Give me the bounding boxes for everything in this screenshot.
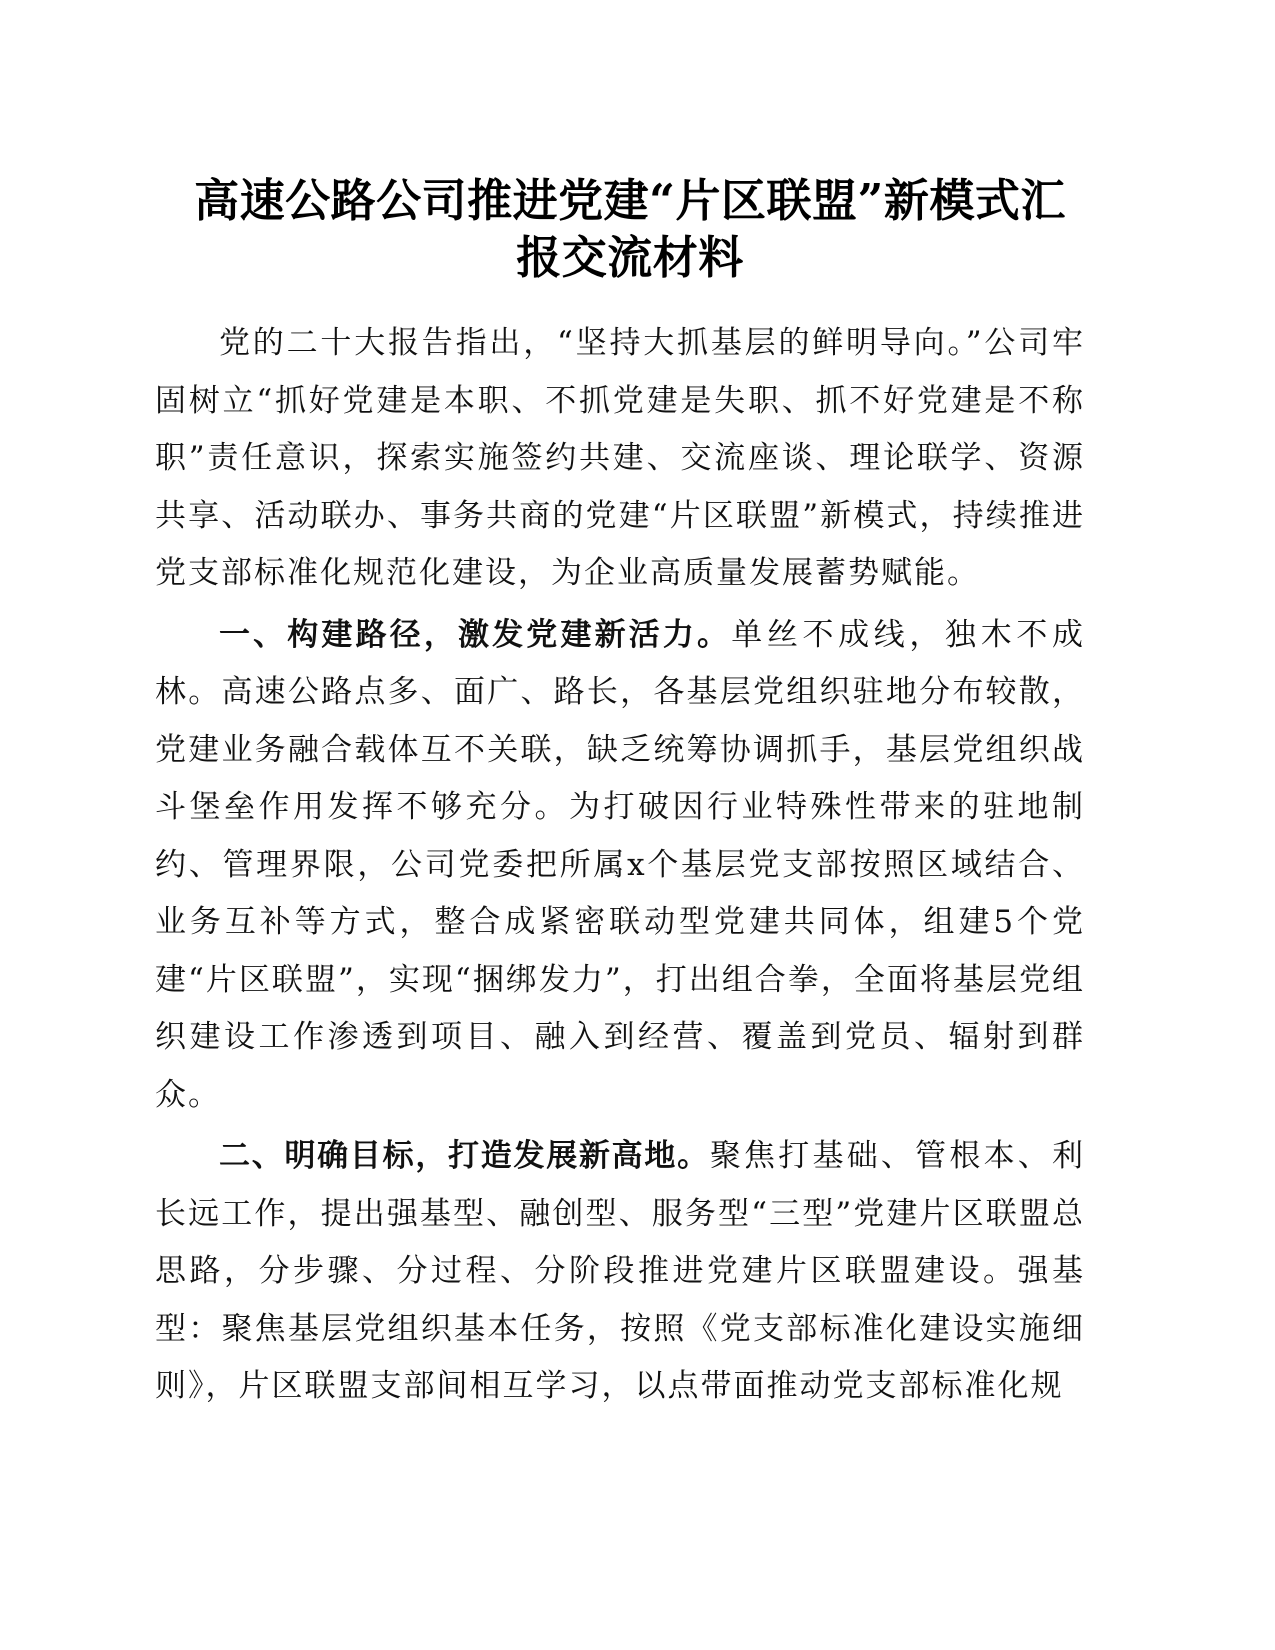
title-line-1: 高速公路公司推进党建“片区联盟”新模式汇 [194, 174, 1066, 227]
paragraph-text: 聚焦打基础、管根本、利长远工作，提出强基型、融创型、服务型“三型”党建片区联盟总思路，分步骤、分过程、分阶段推进党建片区联盟建设。强基型：聚焦基层党组织基本任务，按照《党支部标准化建设实施细则》，片区联盟支部间相互学习，以点带面推动党支部标准化规 [155, 1138, 1086, 1404]
document-body [155, 315, 1085, 1420]
title-line-2: 报交流材料 [516, 231, 744, 284]
paragraph-text: 党的二十大报告指出，“坚持大抓基层的鲜明导向。”公司牢固树立“抓好党建是本职、不抓党建是失职、抓不好党建是不称职”责任意识，探索实施签约共建、交流座谈、理论联学、资源共享、活动联办、事务共商的党建“片区联盟”新模式，持续推进党支部标准化规范化建设，为企业高质量发展蓄势赋能。 [155, 325, 1085, 591]
paragraph-intro [155, 315, 1085, 603]
paragraph-section-1 [155, 607, 1085, 1125]
section-heading: 一、构建路径，激发党建新活力。 [219, 616, 732, 653]
paragraph-text: 单丝不成线，独木不成林。高速公路点多、面广、路长，各基层党组织驻地分布较散，党建业务融合载体互不关联，缺乏统筹协调抓手，基层党组织战斗堡垒作用发挥不够充分。为打破因行业特殊性带来的驻地制约、管理界限，公司党委把所属x个基层党支部按照区域结合、业务互补等方式，整合成紧密联动型党建共同体，组建5个党建“片区联盟”，实现“捆绑发力”，打出组合拳，全面将基层党组织建设工作渗透到项目、融入到经营、覆盖到党员、辐射到群众。 [155, 616, 1085, 1113]
document-title [150, 172, 1110, 286]
section-heading: 二、明确目标，打造发展新高地。 [219, 1138, 710, 1174]
paragraph-section-2 [155, 1128, 1085, 1416]
